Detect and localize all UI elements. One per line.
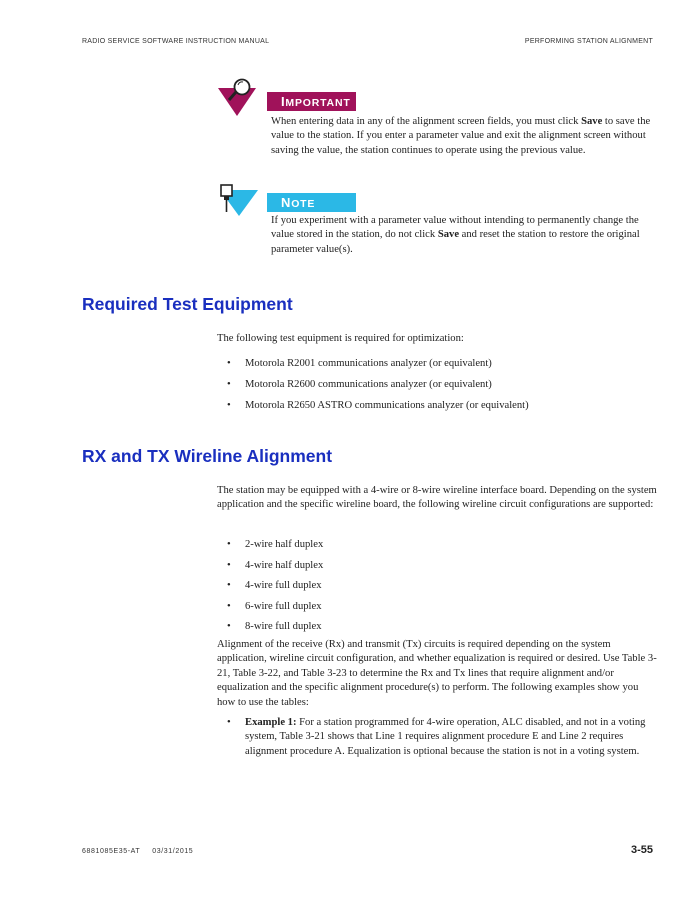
wireline-intro: The station may be equipped with a 4-wire or 8-wire wireline interface board. Depending on the system application and the specific wireline board, the following wireline circuit configurations are supported:: [217, 485, 657, 511]
wireline-alignment-paragraph: Alignment of the receive (Rx) and transmit (Tx) circuits is required depending on the system application, wireline circuit configuration, and whether equalization is required or desired. Use Table 3-21, Table 3-22, and Table 3-23 to determine the Rx and Tx lines that require alignment and/or equalization and the specific alignment procedure(s) to perform. The following examples show you how to use the tables:: [217, 639, 657, 708]
list-item: • Motorola R2600 communications analyzer (or equivalent): [217, 374, 657, 395]
test-equipment-list: [217, 353, 657, 416]
page-number: 3-55: [630, 844, 653, 856]
list-item: • 4-wire full duplex: [217, 576, 657, 597]
note-label: [267, 193, 356, 212]
example-label: Example 1:: [245, 717, 297, 728]
note-text-part1: If you experiment with a parameter value without intending to permanently change the value stored in the station, do not click: [271, 215, 639, 241]
list-item: • 4-wire half duplex: [217, 556, 657, 577]
list-item-example-1: [217, 716, 657, 759]
important-text: [271, 115, 655, 158]
list-item: • 6-wire full duplex: [217, 597, 657, 618]
running-header-right: PERFORMING STATION ALIGNMENT: [524, 38, 653, 45]
doc-number: 6881085E35-AT: [82, 848, 141, 855]
footer-doc-info: [82, 848, 193, 855]
list-item: • Motorola R2650 ASTRO communications analyzer (or equivalent): [217, 395, 657, 416]
section-heading-test-equipment: Required Test Equipment: [82, 294, 293, 314]
list-item: • 8-wire full duplex: [217, 617, 657, 638]
note-text-part2: and reset the station to restore the original parameter value(s).: [271, 229, 640, 255]
section-heading-wireline-alignment: RX and TX Wireline Alignment: [82, 446, 333, 466]
example-text: For a station programmed for 4-wire operation, ALC disabled, and not in a voting system, Table 3-21 shows that Line 1 requires alignment procedure E and Line 2 requires alignment procedure A. Equalization is optional because the station is not in a voting system.: [245, 717, 646, 757]
magnifier-icon: [216, 78, 260, 120]
note-save-word: Save: [437, 229, 460, 241]
running-header-left: RADIO SERVICE SOFTWARE INSTRUCTION MANUAL: [82, 38, 270, 45]
important-text-part2: to save the value to the station. If you enter a parameter value and exit the alignment screen without saving the value, the station continues to operate using the previous value.: [271, 116, 651, 156]
example-list: [217, 716, 657, 759]
important-save-word: Save: [581, 116, 603, 127]
pushpin-icon: [216, 182, 260, 218]
wireline-config-list: [217, 535, 657, 638]
list-item: • Motorola R2001 communications analyzer (or equivalent): [217, 353, 657, 374]
important-label-rest: MPORTANT: [285, 97, 351, 109]
note-label-rest: OTE: [291, 198, 316, 210]
note-text: [271, 214, 655, 257]
doc-date: 03/31/2015: [152, 848, 194, 855]
important-label-initial: I: [281, 94, 286, 109]
test-equipment-intro: The following test equipment is required for optimization:: [217, 333, 464, 344]
important-text-part1: When entering data in any of the alignment screen fields, you must click: [271, 116, 582, 127]
important-label: [267, 92, 356, 111]
note-label-initial: N: [281, 195, 292, 210]
list-item: • 2-wire half duplex: [217, 535, 657, 556]
